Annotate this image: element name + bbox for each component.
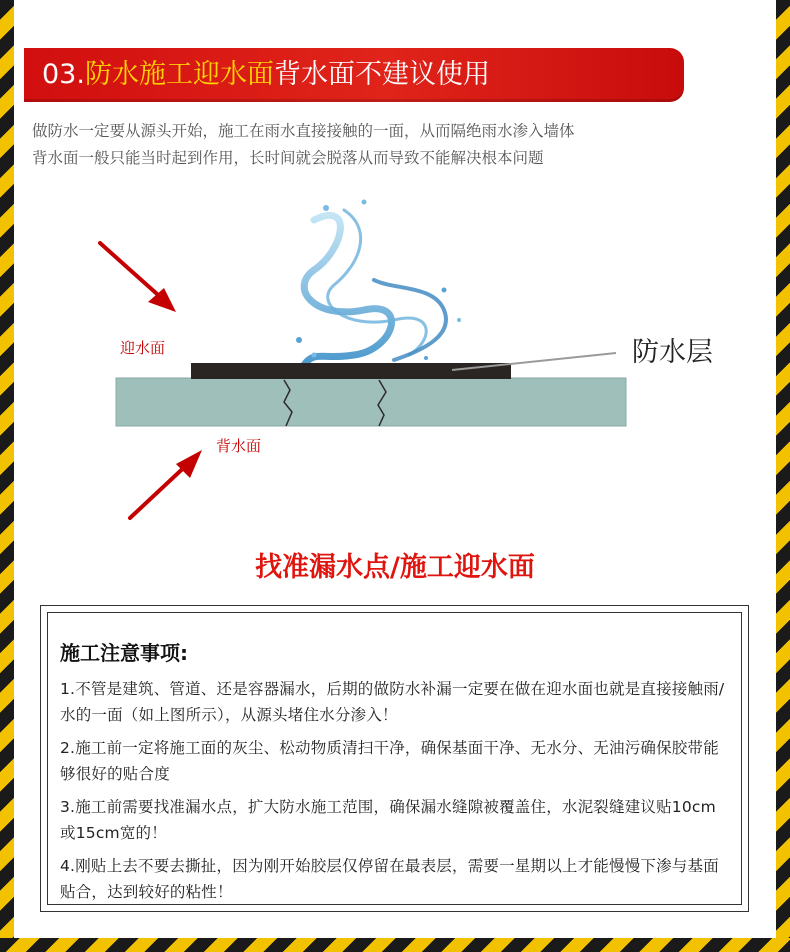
list-item: 2.施工前一定将施工面的灰尘、松动物质清扫干净，确保基面干净、无水分、无油污确保胶带能够很好的贴合度 — [60, 739, 719, 783]
label-back-face: 背水面 — [216, 437, 262, 455]
waterproof-layer — [191, 363, 511, 379]
intro-line-1: 做防水一定要从源头开始，施工在雨水直接接触的一面，从而隔绝雨水渗入墙体 — [32, 122, 575, 140]
label-waterproof-layer: 防水层 — [632, 337, 713, 368]
layer-pointer-line — [452, 353, 616, 370]
title-rest: 背水面不建议使用 — [273, 59, 490, 90]
arrow-front-icon — [100, 243, 176, 312]
label-front-face: 迎水面 — [120, 339, 166, 357]
wall-block — [116, 378, 626, 426]
arrow-back-icon — [130, 450, 202, 518]
hazard-stripe-right — [776, 0, 790, 952]
section-title-bar — [24, 48, 684, 102]
section-title — [42, 56, 490, 94]
intro-text — [32, 118, 752, 172]
list-item: 1.不管是建筑、管道、还是容器漏水，后期的做防水补漏一定要在做在迎水面也就是直接接触雨/水的一面（如上图所示），从源头堵住水分渗入！ — [60, 680, 725, 724]
notes-list — [60, 676, 729, 905]
water-splash-icon — [282, 200, 461, 368]
notes-frame — [40, 605, 749, 912]
intro-line-2: 背水面一般只能当时起到作用，长时间就会脱落从而导致不能解决根本问题 — [32, 149, 544, 167]
list-item: 4.刚贴上去不要去撕扯，因为刚开始胶层仅停留在最表层，需要一星期以上才能慢慢下渗与基面贴合，达到较好的粘性！ — [60, 857, 719, 901]
notes-title: 施工注意事项: — [60, 641, 188, 665]
notes-box — [47, 612, 742, 905]
headline-find-leak: 找准漏水点/施工迎水面 — [255, 552, 535, 583]
title-highlight: 防水施工迎水面 — [84, 59, 274, 90]
waterproof-diagram — [14, 190, 776, 540]
hazard-stripe-bottom — [0, 938, 790, 952]
list-item: 3.施工前需要找准漏水点，扩大防水施工范围，确保漏水缝隙被覆盖住，水泥裂缝建议贴10cm或15cm宽的！ — [60, 798, 716, 842]
hazard-stripe-left — [0, 0, 14, 952]
title-number: 03. — [42, 59, 85, 90]
content-panel — [14, 0, 776, 938]
